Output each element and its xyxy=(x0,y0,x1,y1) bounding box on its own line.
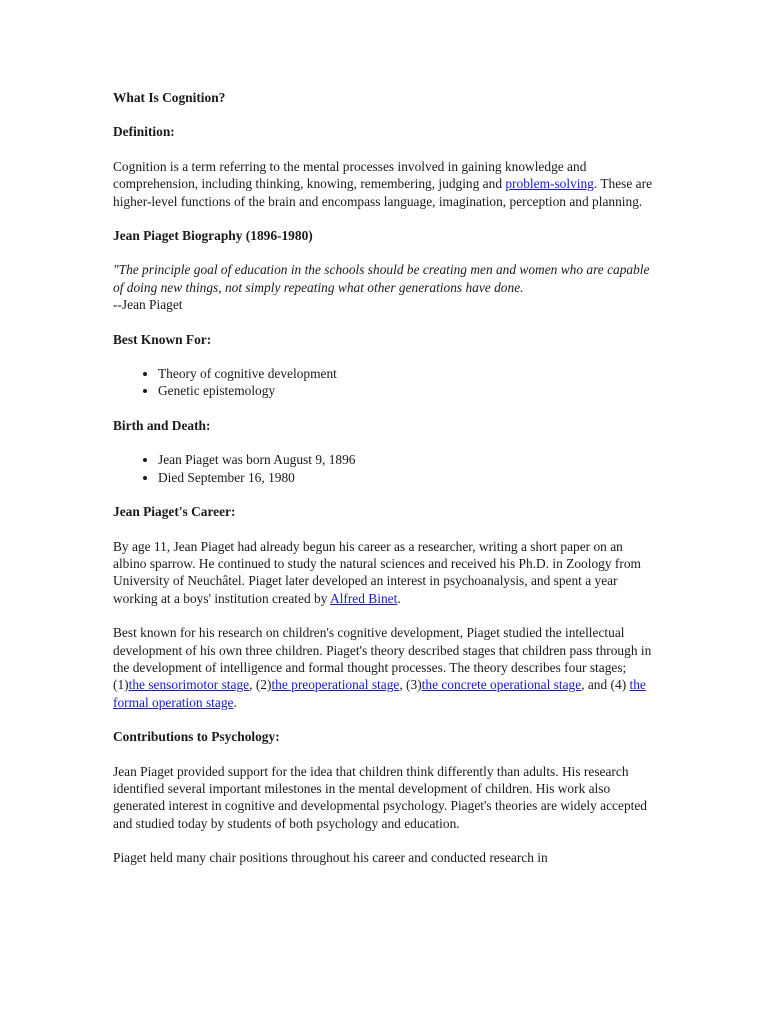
list-item: • Jean Piaget was born August 9, 1896 xyxy=(158,451,658,468)
alfred-binet-link[interactable]: Alfred Binet xyxy=(330,590,398,606)
biography-heading: Jean Piaget Biography (1896-1980) xyxy=(113,228,313,244)
contributions-paragraph-2: Piaget held many chair positions throughout his career and conducted research in xyxy=(113,850,548,866)
quote-text: "The principle goal of education in the schools should be creating men and women who are capable of doing new things, not simply repeating what other generations have done. xyxy=(113,262,650,295)
career-p2-text-1: Best known for his research on children's cognitive development, Piaget studied the intellectual development of his own three children. Piaget's theory described stages that children pass through in the development of intelligence and formal thought processes. The theory describes four stages; (1) xyxy=(113,625,652,693)
definition-heading: Definition: xyxy=(113,124,175,140)
definition-text-after: . These are higher-level functions of the brain and encompass language, imagination, perception and planning. xyxy=(113,176,653,209)
career-paragraph-1 xyxy=(113,538,658,608)
formal-operation-stage-link[interactable]: the formal operation stage xyxy=(113,677,646,710)
sensorimotor-stage-link[interactable]: the sensorimotor stage xyxy=(128,677,250,693)
definition-paragraph xyxy=(113,158,658,210)
career-p2-text-3: , (3) xyxy=(399,677,422,693)
problem-solving-link[interactable]: problem-solving xyxy=(505,176,594,192)
document-page xyxy=(113,89,658,884)
definition-text-before: Cognition is a term referring to the mental processes involved in gaining knowledge and comprehension, including thinking, knowing, remembering, judging and xyxy=(113,158,587,192)
career-p2-text-5: . xyxy=(233,694,237,710)
quote-attribution: --Jean Piaget xyxy=(113,297,183,313)
career-paragraph-2 xyxy=(113,624,658,711)
career-heading: Jean Piaget's Career: xyxy=(113,504,236,520)
piaget-quote xyxy=(113,261,658,313)
concrete-operational-stage-link[interactable]: the concrete operational stage xyxy=(421,677,582,693)
career-p1-text: By age 11, Jean Piaget had already begun his career as a researcher, writing a short paper on an albino sparrow. He continued to study the natural sciences and received his Ph.D. in Zoology from University of Neuchâtel. Piaget later developed an interest in psychoanalysis, and spent a year working at a boys' institution created by xyxy=(113,538,641,606)
birth-death-list xyxy=(113,451,658,486)
page-title: What Is Cognition? xyxy=(113,90,226,105)
contributions-heading: Contributions to Psychology: xyxy=(113,729,280,745)
career-p2-text-2: , (2) xyxy=(249,677,272,693)
list-item: • Genetic epistemology xyxy=(158,382,658,399)
preoperational-stage-link[interactable]: the preoperational stage xyxy=(271,677,400,693)
birth-death-heading: Birth and Death: xyxy=(113,417,211,433)
list-item: • Died September 16, 1980 xyxy=(158,469,658,486)
career-p1-text-after: . xyxy=(397,590,401,606)
list-item: • Theory of cognitive development xyxy=(158,365,658,382)
contributions-paragraph-1: Jean Piaget provided support for the idea that children think differently than adults. His research identified several important milestones in the mental development of children. His work also generated interest in cognitive and developmental psychology. Piaget's theories are widely accepted and studied today by students of both psychology and education. xyxy=(113,763,648,831)
best-known-list xyxy=(113,365,658,400)
career-p2-text-4: , and (4) xyxy=(581,677,630,693)
best-known-heading: Best Known For: xyxy=(113,331,212,347)
